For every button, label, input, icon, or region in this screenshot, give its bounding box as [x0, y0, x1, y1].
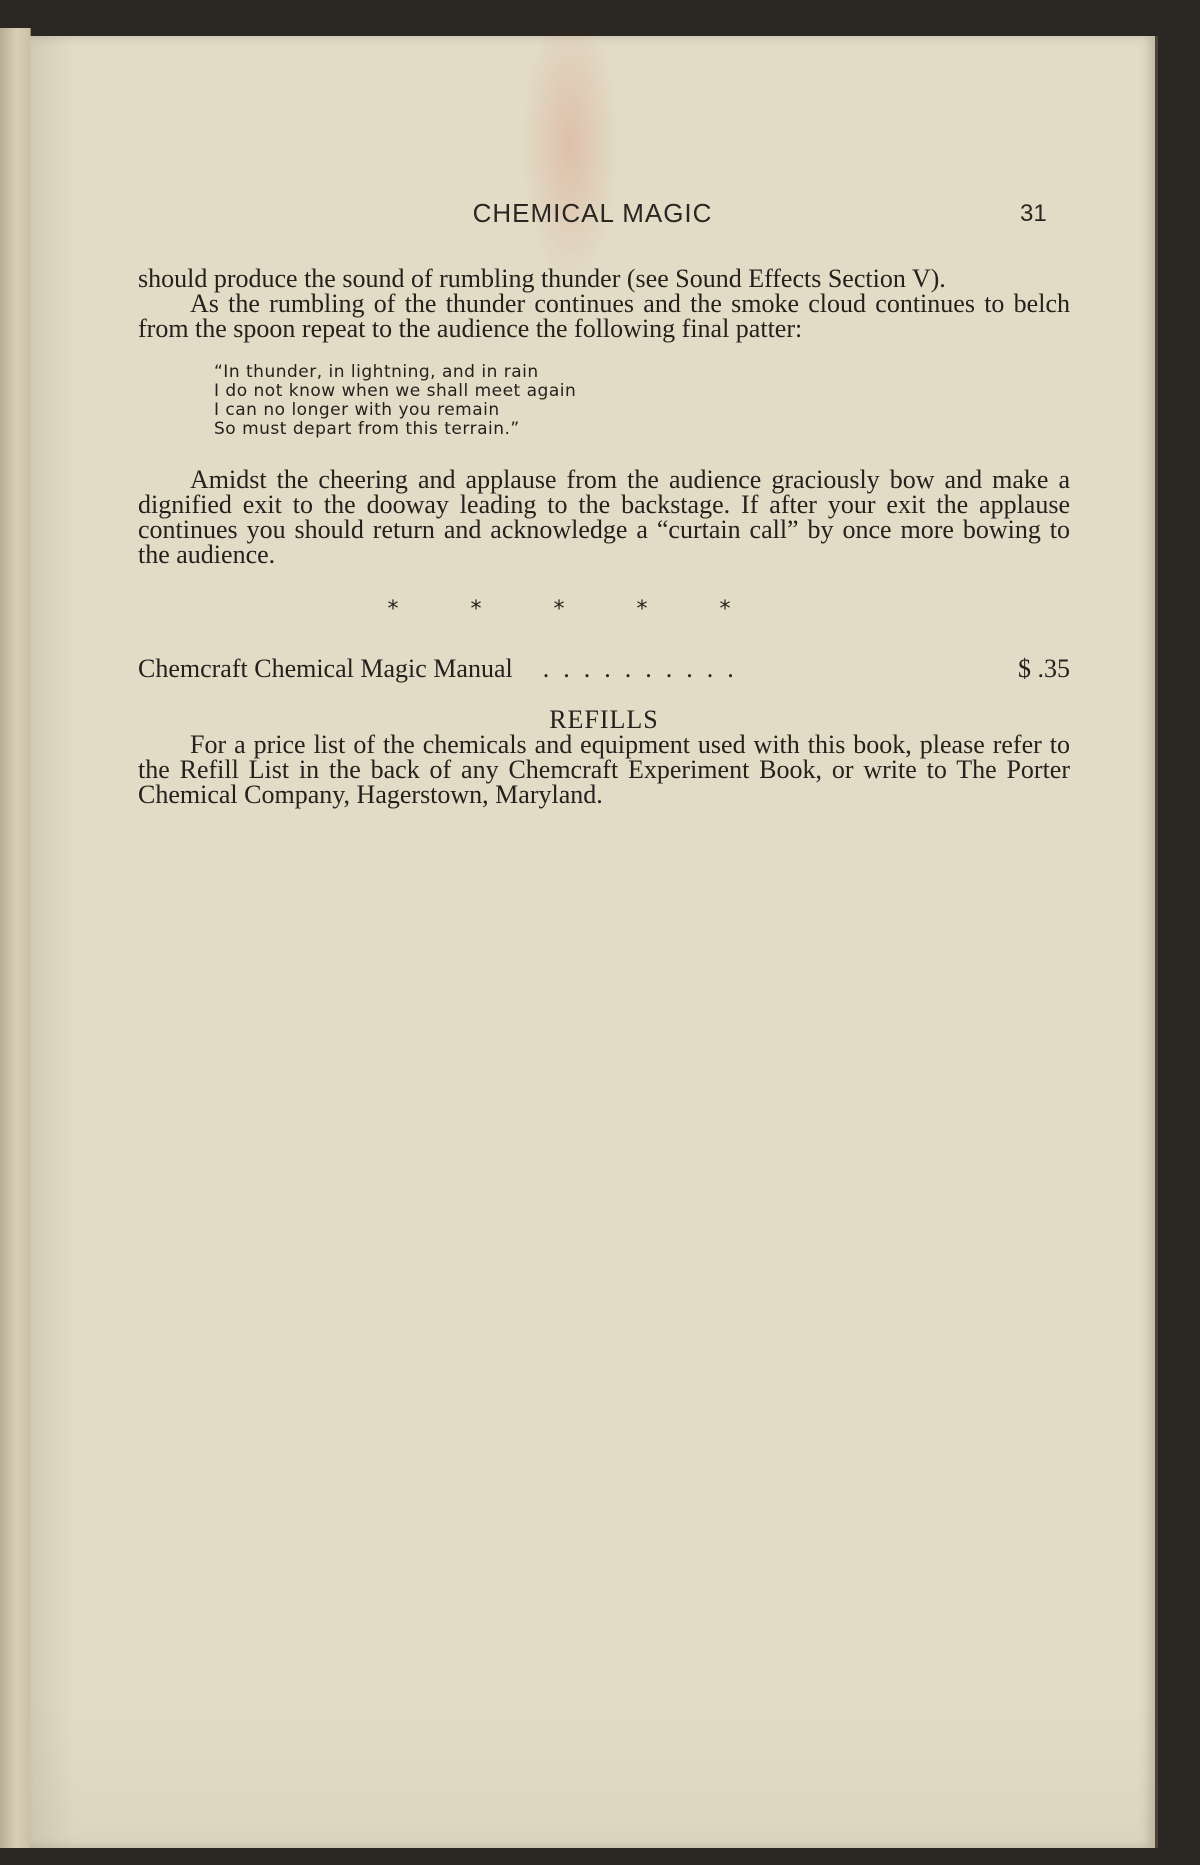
section-separator [138, 597, 1070, 622]
verse-line: I can no longer with you remain [214, 400, 500, 420]
book-page [30, 36, 1158, 1848]
asterisk-icon: * [719, 597, 731, 622]
asterisk-icon: * [470, 597, 482, 622]
verse-line: “In thunder, in lightning, and in rain [214, 362, 539, 382]
page-title: CHEMICAL MAGIC [472, 198, 713, 228]
refills-heading: REFILLS [549, 705, 659, 734]
verse-line: So must depart from this terrain.” [214, 419, 520, 439]
asterisk-icon: * [636, 597, 648, 622]
price-item-name: Chemcraft Chemical Magic Manual [138, 654, 513, 683]
book-spine [0, 28, 31, 1848]
dot-leader: .......... [542, 656, 748, 681]
price-list-entry [138, 656, 1070, 681]
paragraph-exit: Amidst the cheering and applause from the audience graciously bow and make a dignified exit to the dooway leading to the backstage. If after your exit the applause continues you should return and acknowledge a “curtain call” by once more bowing to the audience. [138, 465, 1070, 569]
page-number: 31 [1020, 200, 1047, 227]
paragraph-final-patter-intro: As the rumbling of the thunder continues and the smoke cloud continues to belch from the spoon repeat to the audience the following final patter: [138, 289, 1070, 343]
asterisk-icon: * [387, 597, 399, 622]
asterisk-icon: * [553, 597, 565, 622]
paragraph-thunder-sound: should produce the sound of rumbling thunder (see Sound Effects Section V). [138, 264, 946, 293]
paragraph-refills: For a price list of the chemicals and equipment used with this book, please refer to the Refill List in the back of any Chemcraft Experiment Book, or write to The Porter Chemical Company, Hagerstown, Maryland. [138, 730, 1070, 809]
price-value: $ .35 [1018, 654, 1070, 683]
verse-line: I do not know when we shall meet again [214, 381, 577, 401]
body-text [138, 266, 1070, 807]
running-head [30, 198, 1155, 238]
verse-block [214, 363, 1070, 439]
